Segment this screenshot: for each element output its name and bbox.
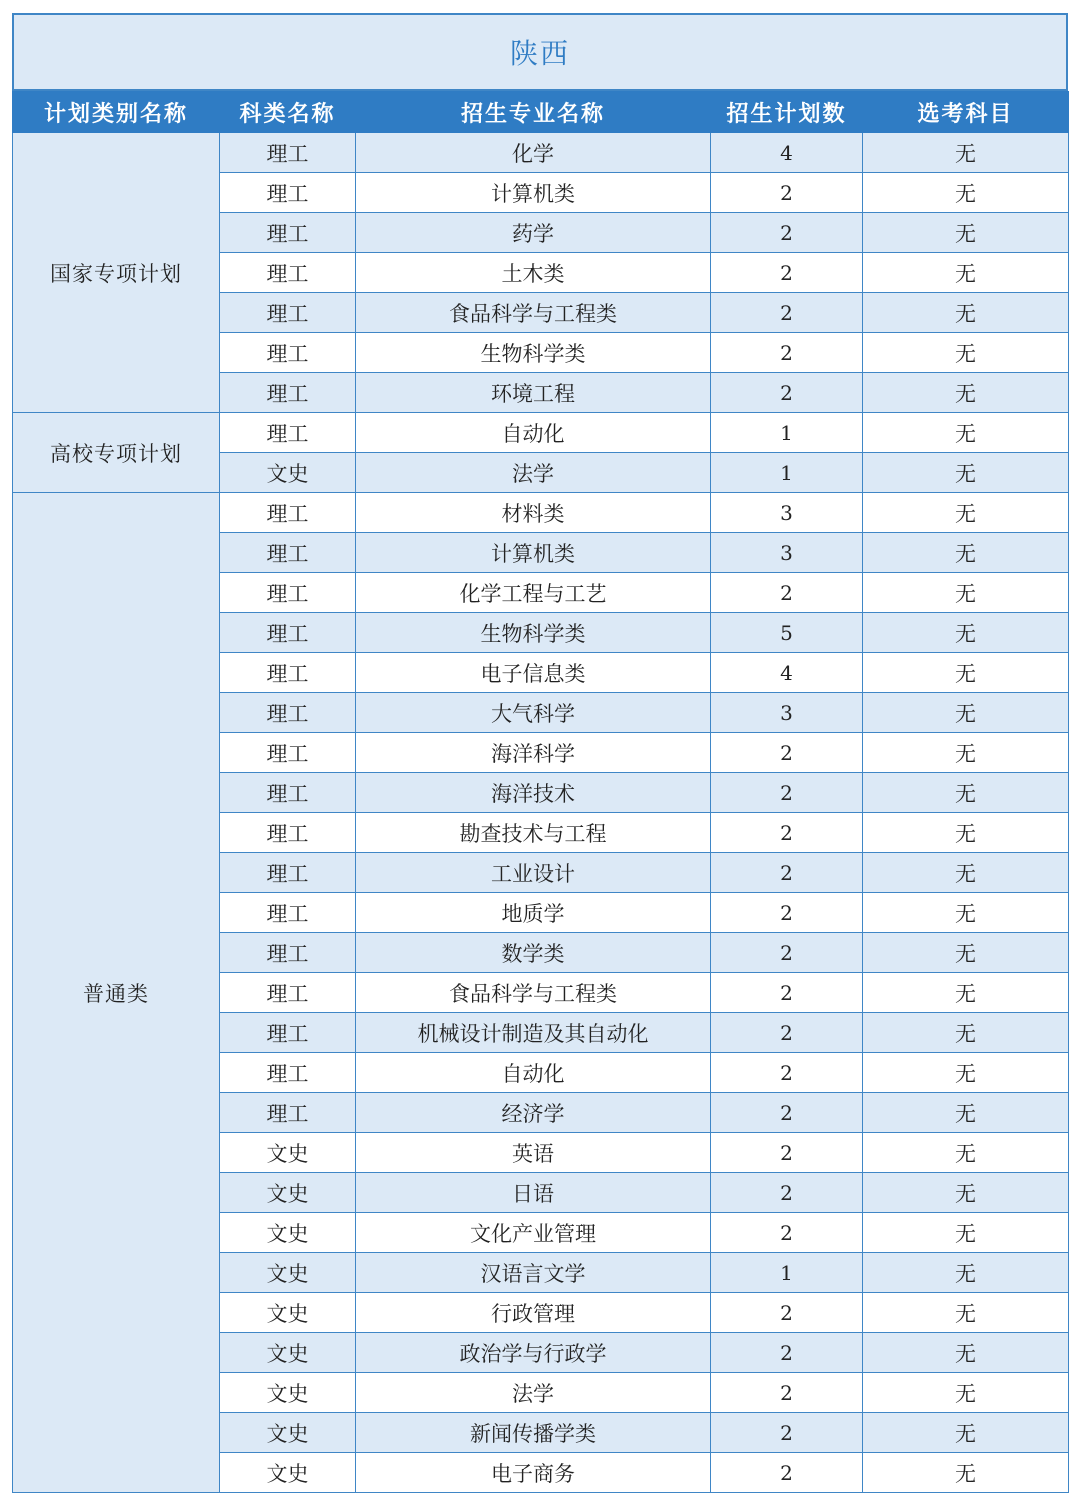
subject-type-cell: 文史 bbox=[220, 1453, 356, 1493]
subject-type-cell: 文史 bbox=[220, 1253, 356, 1293]
plan-count-cell: 3 bbox=[711, 493, 863, 533]
subject-type-cell: 理工 bbox=[220, 1013, 356, 1053]
plan-count-cell: 2 bbox=[711, 253, 863, 293]
subject-type-cell: 理工 bbox=[220, 493, 356, 533]
major-name-cell: 材料类 bbox=[356, 493, 711, 533]
subject-type-cell: 理工 bbox=[220, 293, 356, 333]
subject-type-cell: 文史 bbox=[220, 1293, 356, 1333]
plan-count-cell: 2 bbox=[711, 813, 863, 853]
plan-count-cell: 2 bbox=[711, 293, 863, 333]
major-name-cell: 大气科学 bbox=[356, 693, 711, 733]
elective-subjects-cell: 无 bbox=[863, 613, 1069, 653]
elective-subjects-cell: 无 bbox=[863, 493, 1069, 533]
plan-count-cell: 3 bbox=[711, 533, 863, 573]
major-name-cell: 生物科学类 bbox=[356, 613, 711, 653]
subject-type-cell: 文史 bbox=[220, 1213, 356, 1253]
elective-subjects-cell: 无 bbox=[863, 1253, 1069, 1293]
header-subject-type: 科类名称 bbox=[220, 92, 356, 133]
plan-count-cell: 1 bbox=[711, 453, 863, 493]
major-name-cell: 环境工程 bbox=[356, 373, 711, 413]
header-plan-category: 计划类别名称 bbox=[13, 92, 220, 133]
plan-count-cell: 2 bbox=[711, 1013, 863, 1053]
province-title: 陕西 bbox=[509, 37, 570, 70]
elective-subjects-cell: 无 bbox=[863, 453, 1069, 493]
table-row bbox=[13, 413, 1069, 453]
major-name-cell: 计算机类 bbox=[356, 173, 711, 213]
subject-type-cell: 理工 bbox=[220, 853, 356, 893]
elective-subjects-cell: 无 bbox=[863, 373, 1069, 413]
elective-subjects-cell: 无 bbox=[863, 133, 1069, 173]
plan-count-cell: 2 bbox=[711, 1053, 863, 1093]
subject-type-cell: 理工 bbox=[220, 253, 356, 293]
admission-table bbox=[12, 91, 1069, 1493]
elective-subjects-cell: 无 bbox=[863, 1053, 1069, 1093]
subject-type-cell: 理工 bbox=[220, 693, 356, 733]
major-name-cell: 政治学与行政学 bbox=[356, 1333, 711, 1373]
elective-subjects-cell: 无 bbox=[863, 413, 1069, 453]
major-name-cell: 药学 bbox=[356, 213, 711, 253]
subject-type-cell: 理工 bbox=[220, 933, 356, 973]
plan-count-cell: 2 bbox=[711, 733, 863, 773]
major-name-cell: 计算机类 bbox=[356, 533, 711, 573]
elective-subjects-cell: 无 bbox=[863, 213, 1069, 253]
admission-plan-sheet bbox=[12, 13, 1068, 1493]
major-name-cell: 行政管理 bbox=[356, 1293, 711, 1333]
elective-subjects-cell: 无 bbox=[863, 733, 1069, 773]
subject-type-cell: 理工 bbox=[220, 333, 356, 373]
major-name-cell: 电子信息类 bbox=[356, 653, 711, 693]
plan-count-cell: 2 bbox=[711, 1333, 863, 1373]
plan-count-cell: 2 bbox=[711, 333, 863, 373]
elective-subjects-cell: 无 bbox=[863, 773, 1069, 813]
major-name-cell: 海洋科学 bbox=[356, 733, 711, 773]
elective-subjects-cell: 无 bbox=[863, 333, 1069, 373]
major-name-cell: 自动化 bbox=[356, 413, 711, 453]
plan-category-cell: 高校专项计划 bbox=[13, 413, 220, 493]
plan-count-cell: 1 bbox=[711, 413, 863, 453]
plan-count-cell: 2 bbox=[711, 893, 863, 933]
major-name-cell: 经济学 bbox=[356, 1093, 711, 1133]
plan-count-cell: 2 bbox=[711, 373, 863, 413]
major-name-cell: 海洋技术 bbox=[356, 773, 711, 813]
header-plan-count: 招生计划数 bbox=[711, 92, 863, 133]
elective-subjects-cell: 无 bbox=[863, 893, 1069, 933]
major-name-cell: 食品科学与工程类 bbox=[356, 973, 711, 1013]
plan-count-cell: 4 bbox=[711, 133, 863, 173]
plan-count-cell: 2 bbox=[711, 773, 863, 813]
major-name-cell: 汉语言文学 bbox=[356, 1253, 711, 1293]
major-name-cell: 机械设计制造及其自动化 bbox=[356, 1013, 711, 1053]
subject-type-cell: 文史 bbox=[220, 453, 356, 493]
plan-category-cell: 普通类 bbox=[13, 493, 220, 1493]
major-name-cell: 化学工程与工艺 bbox=[356, 573, 711, 613]
elective-subjects-cell: 无 bbox=[863, 1293, 1069, 1333]
plan-count-cell: 2 bbox=[711, 213, 863, 253]
subject-type-cell: 理工 bbox=[220, 173, 356, 213]
major-name-cell: 新闻传播学类 bbox=[356, 1413, 711, 1453]
plan-count-cell: 2 bbox=[711, 173, 863, 213]
elective-subjects-cell: 无 bbox=[863, 1013, 1069, 1053]
title-bar bbox=[12, 13, 1068, 91]
subject-type-cell: 文史 bbox=[220, 1173, 356, 1213]
subject-type-cell: 理工 bbox=[220, 573, 356, 613]
plan-count-cell: 4 bbox=[711, 653, 863, 693]
subject-type-cell: 理工 bbox=[220, 773, 356, 813]
elective-subjects-cell: 无 bbox=[863, 1133, 1069, 1173]
subject-type-cell: 文史 bbox=[220, 1133, 356, 1173]
elective-subjects-cell: 无 bbox=[863, 253, 1069, 293]
elective-subjects-cell: 无 bbox=[863, 173, 1069, 213]
subject-type-cell: 理工 bbox=[220, 973, 356, 1013]
plan-count-cell: 2 bbox=[711, 1373, 863, 1413]
subject-type-cell: 理工 bbox=[220, 1093, 356, 1133]
header-major-name: 招生专业名称 bbox=[356, 92, 711, 133]
elective-subjects-cell: 无 bbox=[863, 1413, 1069, 1453]
major-name-cell: 工业设计 bbox=[356, 853, 711, 893]
subject-type-cell: 文史 bbox=[220, 1333, 356, 1373]
major-name-cell: 电子商务 bbox=[356, 1453, 711, 1493]
plan-count-cell: 2 bbox=[711, 1173, 863, 1213]
major-name-cell: 法学 bbox=[356, 1373, 711, 1413]
major-name-cell: 英语 bbox=[356, 1133, 711, 1173]
major-name-cell: 日语 bbox=[356, 1173, 711, 1213]
plan-count-cell: 1 bbox=[711, 1253, 863, 1293]
plan-count-cell: 2 bbox=[711, 933, 863, 973]
subject-type-cell: 理工 bbox=[220, 813, 356, 853]
subject-type-cell: 理工 bbox=[220, 733, 356, 773]
major-name-cell: 食品科学与工程类 bbox=[356, 293, 711, 333]
header-elective-subjects: 选考科目 bbox=[863, 92, 1069, 133]
major-name-cell: 土木类 bbox=[356, 253, 711, 293]
elective-subjects-cell: 无 bbox=[863, 1333, 1069, 1373]
subject-type-cell: 理工 bbox=[220, 213, 356, 253]
plan-count-cell: 2 bbox=[711, 1213, 863, 1253]
subject-type-cell: 理工 bbox=[220, 413, 356, 453]
subject-type-cell: 理工 bbox=[220, 1053, 356, 1093]
plan-category-cell: 国家专项计划 bbox=[13, 133, 220, 413]
table-body bbox=[13, 133, 1069, 1493]
plan-count-cell: 5 bbox=[711, 613, 863, 653]
subject-type-cell: 理工 bbox=[220, 533, 356, 573]
subject-type-cell: 理工 bbox=[220, 133, 356, 173]
plan-count-cell: 3 bbox=[711, 693, 863, 733]
elective-subjects-cell: 无 bbox=[863, 933, 1069, 973]
table-row bbox=[13, 133, 1069, 173]
elective-subjects-cell: 无 bbox=[863, 813, 1069, 853]
elective-subjects-cell: 无 bbox=[863, 1213, 1069, 1253]
major-name-cell: 勘查技术与工程 bbox=[356, 813, 711, 853]
major-name-cell: 文化产业管理 bbox=[356, 1213, 711, 1253]
elective-subjects-cell: 无 bbox=[863, 1173, 1069, 1213]
major-name-cell: 自动化 bbox=[356, 1053, 711, 1093]
major-name-cell: 化学 bbox=[356, 133, 711, 173]
elective-subjects-cell: 无 bbox=[863, 693, 1069, 733]
elective-subjects-cell: 无 bbox=[863, 653, 1069, 693]
major-name-cell: 生物科学类 bbox=[356, 333, 711, 373]
plan-count-cell: 2 bbox=[711, 1133, 863, 1173]
major-name-cell: 地质学 bbox=[356, 893, 711, 933]
elective-subjects-cell: 无 bbox=[863, 1093, 1069, 1133]
elective-subjects-cell: 无 bbox=[863, 533, 1069, 573]
plan-count-cell: 2 bbox=[711, 1293, 863, 1333]
plan-count-cell: 2 bbox=[711, 1413, 863, 1453]
elective-subjects-cell: 无 bbox=[863, 293, 1069, 333]
plan-count-cell: 2 bbox=[711, 573, 863, 613]
elective-subjects-cell: 无 bbox=[863, 1453, 1069, 1493]
subject-type-cell: 理工 bbox=[220, 653, 356, 693]
elective-subjects-cell: 无 bbox=[863, 573, 1069, 613]
subject-type-cell: 文史 bbox=[220, 1373, 356, 1413]
major-name-cell: 数学类 bbox=[356, 933, 711, 973]
header-row bbox=[13, 92, 1069, 133]
subject-type-cell: 理工 bbox=[220, 373, 356, 413]
elective-subjects-cell: 无 bbox=[863, 973, 1069, 1013]
major-name-cell: 法学 bbox=[356, 453, 711, 493]
subject-type-cell: 理工 bbox=[220, 613, 356, 653]
plan-count-cell: 2 bbox=[711, 973, 863, 1013]
subject-type-cell: 理工 bbox=[220, 893, 356, 933]
plan-count-cell: 2 bbox=[711, 853, 863, 893]
elective-subjects-cell: 无 bbox=[863, 1373, 1069, 1413]
table-row bbox=[13, 493, 1069, 533]
elective-subjects-cell: 无 bbox=[863, 853, 1069, 893]
subject-type-cell: 文史 bbox=[220, 1413, 356, 1453]
plan-count-cell: 2 bbox=[711, 1093, 863, 1133]
plan-count-cell: 2 bbox=[711, 1453, 863, 1493]
